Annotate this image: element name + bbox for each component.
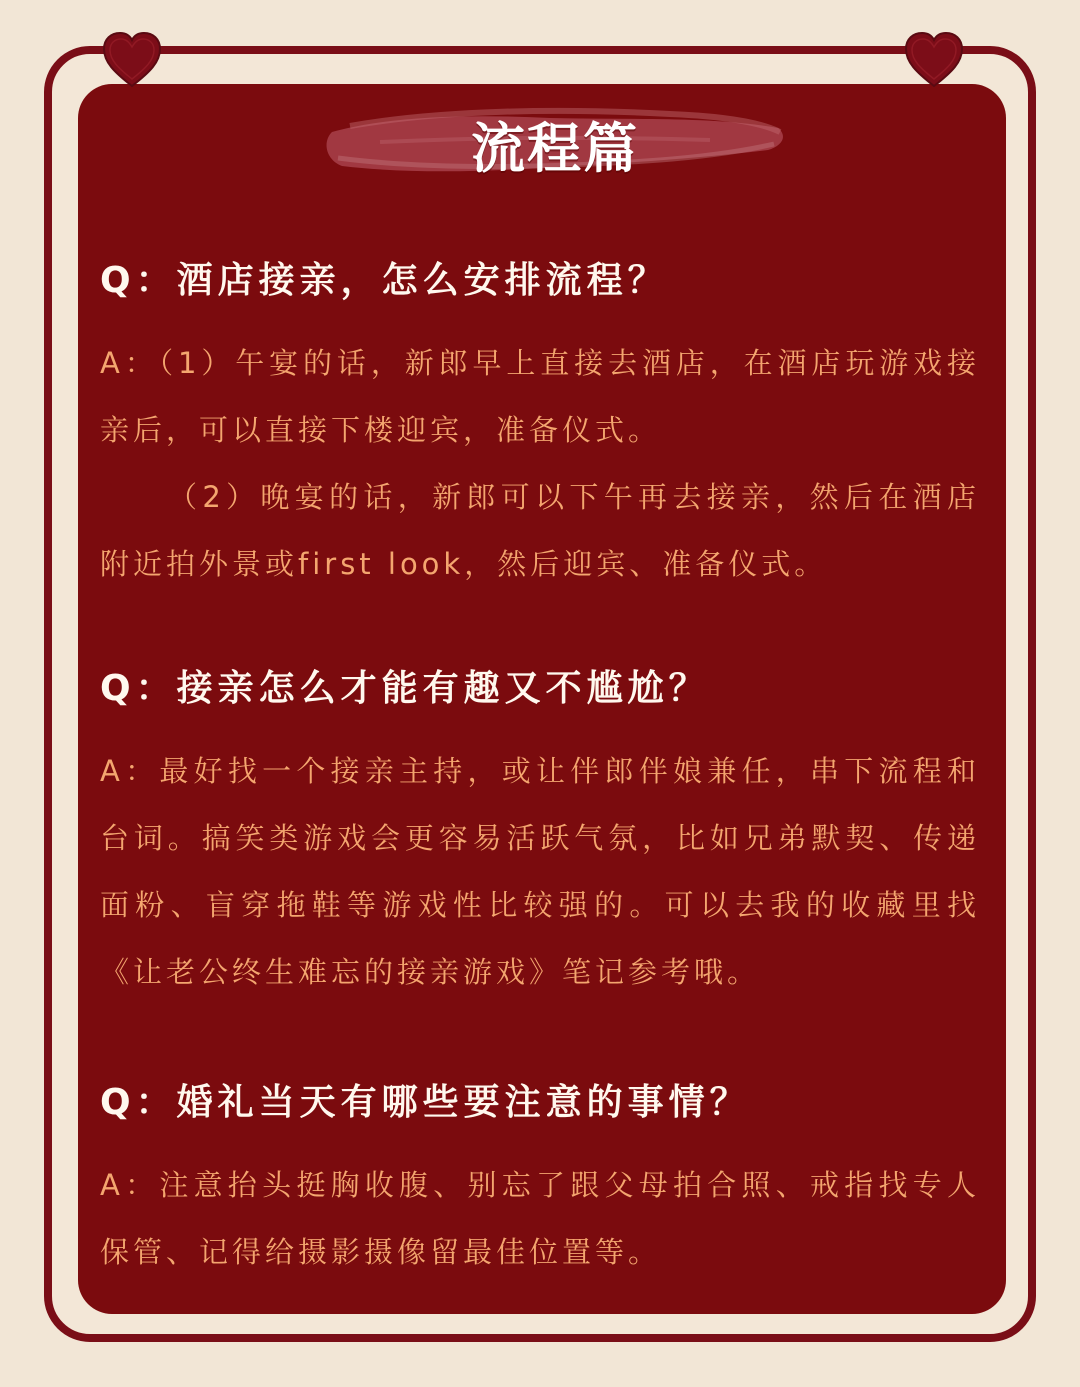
answer-2 xyxy=(100,738,980,1006)
question-1: Q：酒店接亲，怎么安排流程？ xyxy=(100,260,669,301)
answer-1-line-2: （2）晚宴的话，新郎可以下午再去接亲，然后在酒店附近拍外景或first look，然后迎宾、准备仪式。 xyxy=(100,480,980,581)
answer-3-line-1: A：注意抬头挺胸收腹、别忘了跟父母拍合照、戒指找专人保管、记得给摄影摄像留最佳位置等。 xyxy=(100,1168,980,1269)
question-2: Q：接亲怎么才能有趣又不尴尬？ xyxy=(100,668,710,709)
question-3: Q：婚礼当天有哪些要注意的事情？ xyxy=(100,1082,751,1123)
qa-block-2 xyxy=(100,666,980,1006)
heart-icon xyxy=(100,28,164,92)
heart-icon xyxy=(902,28,966,92)
answer-2-line-1: A：最好找一个接亲主持，或让伴郎伴娘兼任，串下流程和台词。搞笑类游戏会更容易活跃气氛，比如兄弟默契、传递面粉、盲穿拖鞋等游戏性比较强的。可以去我的收藏里找《让老公终生难忘的接亲游戏》笔记参考哦。 xyxy=(100,754,980,989)
page-title: 流程篇 xyxy=(471,117,639,180)
answer-3 xyxy=(100,1152,980,1286)
answer-1 xyxy=(100,330,980,598)
title-banner xyxy=(320,98,790,190)
qa-block-3 xyxy=(100,1080,980,1286)
qa-block-1 xyxy=(100,258,980,598)
answer-1-line-1: A：（1）午宴的话，新郎早上直接去酒店，在酒店玩游戏接亲后，可以直接下楼迎宾，准备仪式。 xyxy=(100,346,980,447)
